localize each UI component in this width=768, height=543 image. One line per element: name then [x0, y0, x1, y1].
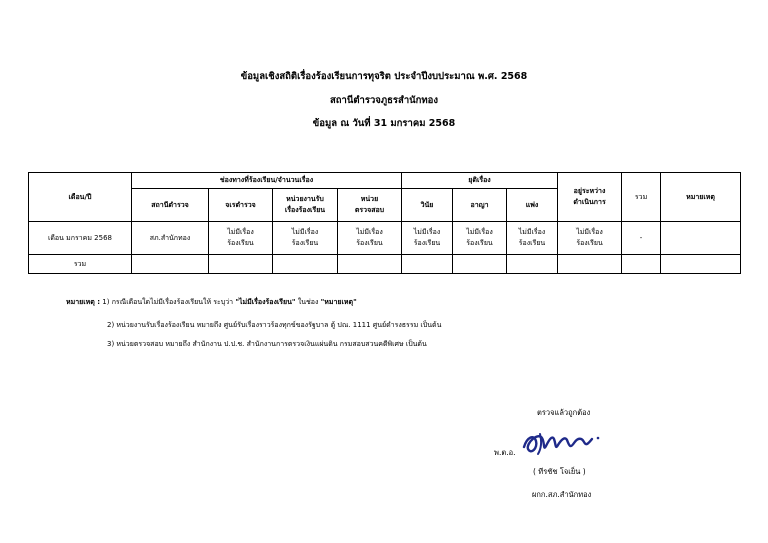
total-cell	[558, 255, 622, 274]
notes-label: หมายเหตุ :	[66, 298, 101, 306]
header-month-year: เดือน/ปี	[29, 173, 132, 222]
header-case-closed: ยุติเรื่อง	[402, 173, 558, 189]
document-title: ข้อมูลเชิงสถิติเรื่องร้องเรียนการทุจริต ประจำปีงบประมาณ พ.ศ. 2568	[240, 71, 528, 82]
cell-no-complaint: ไม่มีเรื่อง ร้องเรียน	[453, 222, 507, 255]
officer-position: ผกก.สภ.สำนักทอง	[532, 490, 592, 499]
note-1: หมายเหตุ : 1) กรณีเดือนใดไม่มีเรื่องร้องเรียนให้ ระบุว่า "ไม่มีเรื่องร้องเรียน" ในช่อง "หมายเหตุ"	[66, 298, 357, 306]
total-cell	[661, 255, 741, 274]
total-label: รวม	[29, 255, 132, 274]
cell-no-complaint: ไม่มีเรื่อง ร้องเรียน	[209, 222, 273, 255]
cell-total: -	[622, 222, 661, 255]
cell-remark	[661, 222, 741, 255]
handwritten-signature	[518, 424, 608, 458]
note-3: 3) หน่วยตรวจสอบ หมายถึง สำนักงาน ป.ป.ช. สำนักงานการตรวจเงินแผ่นดิน กรมสอบสวนคดีพิเศษ เป็นต้น	[107, 340, 427, 348]
header-closed-discipline: วินัย	[402, 189, 453, 222]
cell-no-complaint: ไม่มีเรื่อง ร้องเรียน	[402, 222, 453, 255]
header-remark: หมายเหตุ	[661, 173, 741, 222]
total-cell	[132, 255, 209, 274]
total-cell	[453, 255, 507, 274]
header-complaint-channels: ช่องทางที่ร้องเรียน/จำนวนเรื่อง	[132, 173, 402, 189]
cell-month: เดือน มกราคม 2568	[29, 222, 132, 255]
total-cell	[209, 255, 273, 274]
cell-no-complaint: ไม่มีเรื่อง ร้องเรียน	[558, 222, 622, 255]
complaint-statistics-table	[28, 172, 741, 274]
cell-no-complaint: ไม่มีเรื่อง ร้องเรียน	[273, 222, 338, 255]
officer-name: ( ทีรชัช โจเย็น )	[533, 467, 586, 476]
header-in-progress: อยู่ระหว่าง ดำเนินการ	[558, 173, 622, 222]
station-name: สถานีตำรวจภูธรสำนักทอง	[329, 95, 439, 106]
header-channel-station: สถานีตำรวจ	[132, 189, 209, 222]
total-cell	[507, 255, 558, 274]
officer-rank: พ.ต.อ.	[494, 448, 516, 457]
header-channel-audit-agency: หน่วย ตรวจสอบ	[338, 189, 402, 222]
total-cell	[338, 255, 402, 274]
total-cell	[622, 255, 661, 274]
header-channel-receiving-agency: หน่วยงานรับ เรื่องร้องเรียน	[273, 189, 338, 222]
header-closed-civil: แพ่ง	[507, 189, 558, 222]
note-2: 2) หน่วยงานรับเรื่องร้องเรียน หมายถึง ศูนย์รับเรื่องราวร้องทุกข์ของรัฐบาล ตู้ ปณ. 1111 ศูนย์ดำรงธรรม เป็นต้น	[107, 321, 442, 329]
data-as-of-date: ข้อมูล ณ วันที่ 31 มกราคม 2568	[312, 118, 456, 129]
header-channel-police-inspector: จเรตำรวจ	[209, 189, 273, 222]
verified-text: ตรวจแล้วถูกต้อง	[537, 408, 591, 417]
header-total: รวม	[622, 173, 661, 222]
cell-no-complaint: ไม่มีเรื่อง ร้องเรียน	[338, 222, 402, 255]
total-cell	[273, 255, 338, 274]
total-cell	[402, 255, 453, 274]
cell-station: สภ.สำนักทอง	[132, 222, 209, 255]
total-row	[29, 255, 741, 274]
table-row	[29, 222, 741, 255]
cell-no-complaint: ไม่มีเรื่อง ร้องเรียน	[507, 222, 558, 255]
header-closed-criminal: อาญา	[453, 189, 507, 222]
